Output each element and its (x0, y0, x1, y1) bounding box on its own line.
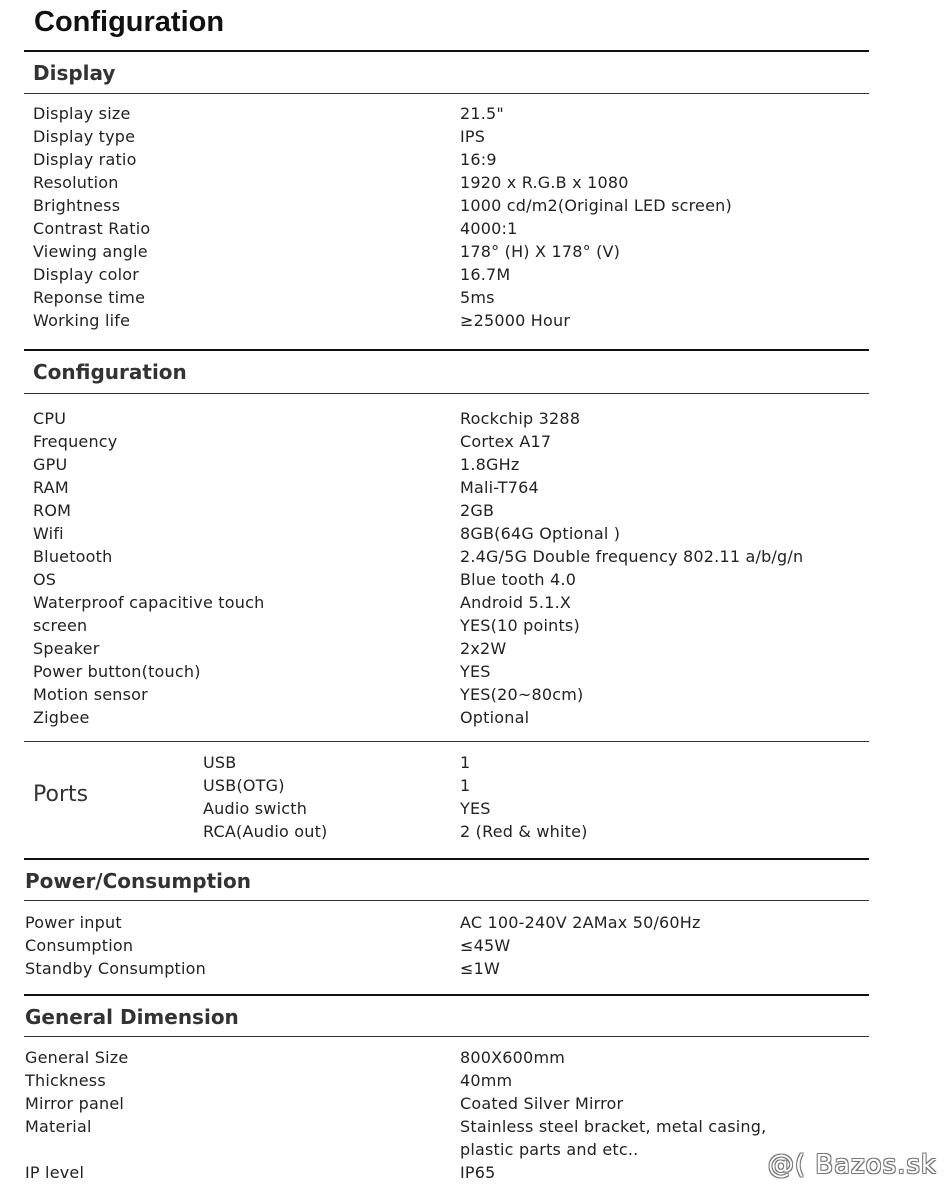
spec-value: YES (460, 799, 491, 818)
spec-label: RCA(Audio out) (203, 822, 328, 841)
spec-value: 1920 x R.G.B x 1080 (460, 173, 629, 192)
spec-value: Optional (460, 708, 530, 727)
spec-value: ≤1W (460, 959, 501, 978)
spec-value: 1000 cd/m2(Original LED screen) (460, 196, 732, 215)
spec-label: Display size (33, 104, 131, 123)
spec-value: YES(20~80cm) (460, 685, 584, 704)
spec-label: IP level (25, 1163, 85, 1182)
page-title: Configuration (34, 6, 225, 38)
spec-label: Power input (25, 913, 122, 932)
section-divider (24, 349, 869, 351)
spec-value: 1 (460, 753, 471, 772)
spec-label: Consumption (25, 936, 134, 955)
watermark-logo: @( Bazos.sk (767, 1150, 937, 1180)
spec-value: 40mm (460, 1071, 513, 1090)
spec-label: Zigbee (33, 708, 90, 727)
spec-value: 16.7M (460, 265, 511, 284)
spec-value: AC 100-240V 2AMax 50/60Hz (460, 913, 701, 932)
spec-label: USB (203, 753, 237, 772)
spec-label: Resolution (33, 173, 119, 192)
spec-value: 2x2W (460, 639, 507, 658)
section-title-configuration: Configuration (33, 360, 187, 384)
spec-label: General Size (25, 1048, 129, 1067)
spec-label: Wifi (33, 524, 64, 543)
spec-label: Display type (33, 127, 136, 146)
spec-label: Audio swicth (203, 799, 308, 818)
spec-value: 2GB (460, 501, 495, 520)
spec-value: ≥25000 Hour (460, 311, 571, 330)
spec-value: Cortex A17 (460, 432, 552, 451)
spec-label: Standby Consumption (25, 959, 207, 978)
section-divider (24, 741, 869, 742)
spec-value: 178° (H) X 178° (V) (460, 242, 621, 261)
spec-value: 1 (460, 776, 471, 795)
spec-label: Contrast Ratio (33, 219, 151, 238)
spec-value: ≤45W (460, 936, 511, 955)
spec-label: screen (33, 616, 88, 635)
spec-value: 800X600mm (460, 1048, 566, 1067)
spec-value: Coated Silver Mirror (460, 1094, 624, 1113)
spec-value: IPS (460, 127, 486, 146)
spec-value: 2.4G/5G Double frequency 802.11 a/b/g/n (460, 547, 804, 566)
ports-heading: Ports (33, 782, 89, 807)
section-divider (24, 393, 869, 394)
spec-label: Power button(touch) (33, 662, 201, 681)
spec-label: Motion sensor (33, 685, 148, 704)
section-divider (24, 994, 869, 996)
spec-label: Waterproof capacitive touch (33, 593, 265, 612)
section-divider (24, 93, 869, 94)
spec-value: Mali-T764 (460, 478, 539, 497)
spec-value: YES(10 points) (460, 616, 580, 635)
spec-label: USB(OTG) (203, 776, 285, 795)
section-divider (24, 858, 869, 860)
section-divider (24, 1036, 869, 1037)
spec-label: Display color (33, 265, 140, 284)
section-divider (24, 50, 869, 52)
spec-label: CPU (33, 409, 67, 428)
spec-value: Rockchip 3288 (460, 409, 581, 428)
section-title-power: Power/Consumption (25, 869, 251, 893)
spec-value: 8GB(64G Optional ) (460, 524, 621, 543)
spec-label: GPU (33, 455, 68, 474)
spec-label: RAM (33, 478, 69, 497)
spec-value: 1.8GHz (460, 455, 520, 474)
spec-value: 2 (Red & white) (460, 822, 588, 841)
spec-label: Brightness (33, 196, 121, 215)
spec-value: 16:9 (460, 150, 497, 169)
spec-label: Mirror panel (25, 1094, 125, 1113)
spec-value: Stainless steel bracket, metal casing, (460, 1117, 767, 1136)
spec-label: Viewing angle (33, 242, 148, 261)
spec-value: 21.5" (460, 104, 504, 123)
spec-label: Speaker (33, 639, 100, 658)
spec-value: Blue tooth 4.0 (460, 570, 577, 589)
spec-label: Reponse time (33, 288, 146, 307)
spec-label: Material (25, 1117, 92, 1136)
spec-value: plastic parts and etc.. (460, 1140, 639, 1159)
section-divider (24, 900, 869, 901)
spec-label: OS (33, 570, 57, 589)
spec-label: ROM (33, 501, 72, 520)
spec-value: 4000:1 (460, 219, 518, 238)
section-title-display: Display (33, 61, 116, 85)
section-title-dimension: General Dimension (25, 1005, 239, 1029)
spec-label: Display ratio (33, 150, 137, 169)
spec-label: Frequency (33, 432, 118, 451)
spec-value: 5ms (460, 288, 495, 307)
spec-value: IP65 (460, 1163, 496, 1182)
spec-label: Bluetooth (33, 547, 113, 566)
spec-label: Thickness (25, 1071, 106, 1090)
spec-label: Working life (33, 311, 131, 330)
spec-value: Android 5.1.X (460, 593, 572, 612)
spec-value: YES (460, 662, 491, 681)
